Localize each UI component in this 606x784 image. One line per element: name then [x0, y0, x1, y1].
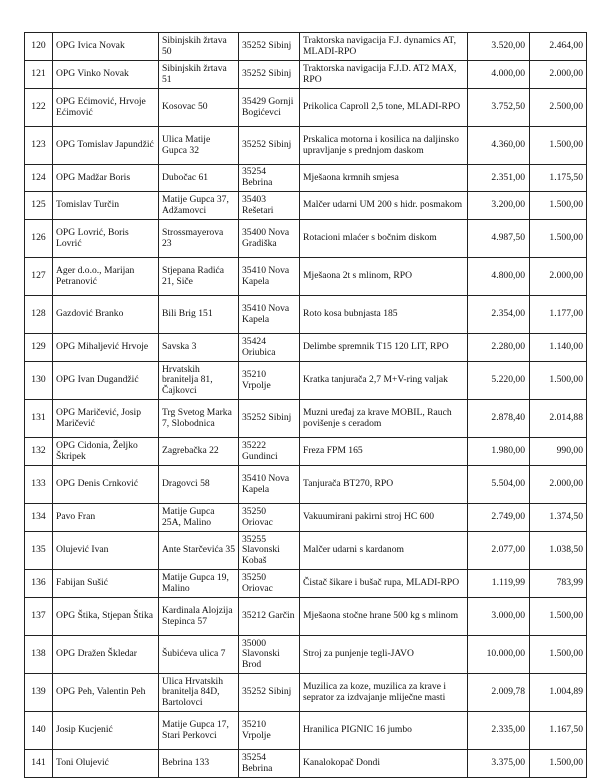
grant-amount-cell: 783,99 [530, 570, 587, 598]
investment-value-cell: 4.800,00 [468, 258, 530, 296]
applicant-name-cell: OPG Cidonia, Željko Škripek [53, 438, 159, 466]
equipment-cell: Malčer udarni UM 200 s hidr. posmakom [300, 192, 468, 220]
applicant-name-cell: OPG Ivica Novak [53, 33, 159, 61]
applicant-name-cell: OPG Tomislav Japundžić [53, 127, 159, 165]
postal-place-cell: 35252 Sibinj [239, 61, 300, 89]
address-cell: Bebrina 133 [159, 750, 239, 778]
investment-value-cell: 2.335,00 [468, 712, 530, 750]
row-number-cell: 131 [25, 400, 53, 438]
address-cell: Bili Brig 151 [159, 296, 239, 334]
postal-place-cell: 35424 Oriubica [239, 334, 300, 362]
investment-value-cell: 3.200,00 [468, 192, 530, 220]
postal-place-cell: 35410 Nova Kapela [239, 466, 300, 504]
table-row [25, 750, 587, 778]
postal-place-cell: 35252 Sibinj [239, 400, 300, 438]
investment-value-cell: 3.752,50 [468, 89, 530, 127]
grant-amount-cell: 990,00 [530, 438, 587, 466]
grant-amount-cell: 1.500,00 [530, 127, 587, 165]
table-row [25, 598, 587, 636]
table-row [25, 296, 587, 334]
row-number-cell: 139 [25, 674, 53, 712]
postal-place-cell: 35210 Vrpolje [239, 362, 300, 400]
equipment-cell: Malčer udarni s kardanom [300, 532, 468, 570]
table-row [25, 192, 587, 220]
postal-place-cell: 35252 Sibinj [239, 33, 300, 61]
postal-place-cell: 35250 Oriovac [239, 504, 300, 532]
address-cell: Zagrebačka 22 [159, 438, 239, 466]
equipment-cell: Traktorska navigacija F.J. dynamics AT, MLADI-RPO [300, 33, 468, 61]
postal-place-cell: 35403 Rešetari [239, 192, 300, 220]
applicant-name-cell: OPG Madžar Boris [53, 165, 159, 192]
equipment-cell: Mješaona stočne hrane 500 kg s mlinom [300, 598, 468, 636]
postal-place-cell: 35252 Sibinj [239, 674, 300, 712]
address-cell: Matije Gupca 25A, Malino [159, 504, 239, 532]
table-row [25, 532, 587, 570]
investment-value-cell: 2.749,00 [468, 504, 530, 532]
row-number-cell: 120 [25, 33, 53, 61]
table-row [25, 504, 587, 532]
postal-place-cell: 35254 Bebrina [239, 165, 300, 192]
grant-amount-cell: 2.000,00 [530, 466, 587, 504]
postal-place-cell: 35400 Nova Gradiška [239, 220, 300, 258]
equipment-cell: Roto kosa bubnjasta 185 [300, 296, 468, 334]
address-cell: Matije Gupca 19, Malino [159, 570, 239, 598]
equipment-cell: Vakuumirani pakirni stroj HC 600 [300, 504, 468, 532]
investment-value-cell: 2.351,00 [468, 165, 530, 192]
address-cell: Strossmayerova 23 [159, 220, 239, 258]
investment-value-cell: 4.000,00 [468, 61, 530, 89]
grant-amount-cell: 1.500,00 [530, 192, 587, 220]
address-cell: Stjepana Radića 21, Siče [159, 258, 239, 296]
equipment-cell: Kratka tanjurača 2,7 M+V-ring valjak [300, 362, 468, 400]
applicant-name-cell: OPG Maričević, Josip Maričević [53, 400, 159, 438]
grant-amount-cell: 2.500,00 [530, 89, 587, 127]
investment-value-cell: 3.520,00 [468, 33, 530, 61]
row-number-cell: 137 [25, 598, 53, 636]
row-number-cell: 130 [25, 362, 53, 400]
grant-amount-cell: 1.175,50 [530, 165, 587, 192]
investment-value-cell: 3.375,00 [468, 750, 530, 778]
row-number-cell: 126 [25, 220, 53, 258]
table-row [25, 258, 587, 296]
applicant-name-cell: Pavo Fran [53, 504, 159, 532]
row-number-cell: 122 [25, 89, 53, 127]
postal-place-cell: 35410 Nova Kapela [239, 296, 300, 334]
equipment-cell: Prskalica motorna i kosilica na daljinsko upravljanje s prednjom daskom [300, 127, 468, 165]
equipment-cell: Prikolica Caproll 2,5 tone, MLADI-RPO [300, 89, 468, 127]
row-number-cell: 135 [25, 532, 53, 570]
applicant-name-cell: OPG Mihaljević Hrvoje [53, 334, 159, 362]
investment-value-cell: 1.119,99 [468, 570, 530, 598]
postal-place-cell: 35222 Gundinci [239, 438, 300, 466]
row-number-cell: 134 [25, 504, 53, 532]
applicant-name-cell: OPG Peh, Valentin Peh [53, 674, 159, 712]
grant-amount-cell: 1.500,00 [530, 750, 587, 778]
row-number-cell: 125 [25, 192, 53, 220]
grant-amount-cell: 2.014,88 [530, 400, 587, 438]
address-cell: Ulica Hrvatskih branitelja 84D, Bartolovci [159, 674, 239, 712]
table-row [25, 220, 587, 258]
address-cell: Sibinjskih žrtava 50 [159, 33, 239, 61]
postal-place-cell: 35212 Garčin [239, 598, 300, 636]
row-number-cell: 133 [25, 466, 53, 504]
investment-value-cell: 3.000,00 [468, 598, 530, 636]
investment-value-cell: 2.280,00 [468, 334, 530, 362]
applicant-name-cell: Toni Olujević [53, 750, 159, 778]
grant-amount-cell: 1.177,00 [530, 296, 587, 334]
equipment-cell: Muzni uređaj za krave MOBIL, Rauch povišenje s ceradom [300, 400, 468, 438]
equipment-cell: Freza FPM 165 [300, 438, 468, 466]
table-row [25, 33, 587, 61]
postal-place-cell: 35210 Vrpolje [239, 712, 300, 750]
postal-place-cell: 35252 Sibinj [239, 127, 300, 165]
row-number-cell: 140 [25, 712, 53, 750]
postal-place-cell: 35255 Slavonski Kobaš [239, 532, 300, 570]
row-number-cell: 128 [25, 296, 53, 334]
row-number-cell: 127 [25, 258, 53, 296]
applicant-name-cell: Josip Kucjenić [53, 712, 159, 750]
equipment-cell: Kanalokopač Dondi [300, 750, 468, 778]
table-row [25, 362, 587, 400]
address-cell: Matije Gupca 17, Stari Perkovci [159, 712, 239, 750]
address-cell: Ulica Matije Gupca 32 [159, 127, 239, 165]
table-row [25, 334, 587, 362]
grant-amount-cell: 1.500,00 [530, 220, 587, 258]
grant-amount-cell: 2.464,00 [530, 33, 587, 61]
table-row [25, 165, 587, 192]
table-row [25, 674, 587, 712]
applicant-name-cell: OPG Lovrić, Boris Lovrić [53, 220, 159, 258]
row-number-cell: 129 [25, 334, 53, 362]
row-number-cell: 132 [25, 438, 53, 466]
equipment-cell: Mješaona 2t s mlinom, RPO [300, 258, 468, 296]
investment-value-cell: 4.360,00 [468, 127, 530, 165]
applicant-name-cell: Ager d.o.o., Marijan Petranović [53, 258, 159, 296]
document-page [24, 32, 586, 778]
address-cell: Kardinala Alojzija Stepinca 57 [159, 598, 239, 636]
investment-value-cell: 4.987,50 [468, 220, 530, 258]
equipment-cell: Traktorska navigacija F.J.D. AT2 MAX, RPO [300, 61, 468, 89]
grants-table-body [25, 33, 587, 778]
equipment-cell: Hranilica PIGNIC 16 jumbo [300, 712, 468, 750]
table-row [25, 636, 587, 674]
applicant-name-cell: OPG Ivan Dugandžić [53, 362, 159, 400]
address-cell: Matije Gupca 37, Adžamovci [159, 192, 239, 220]
address-cell: Trg Svetog Marka 7, Slobodnica [159, 400, 239, 438]
table-row [25, 438, 587, 466]
equipment-cell: Rotacioni mlaćer s bočnim diskom [300, 220, 468, 258]
grant-amount-cell: 1.374,50 [530, 504, 587, 532]
investment-value-cell: 2.009,78 [468, 674, 530, 712]
applicant-name-cell: OPG Vinko Novak [53, 61, 159, 89]
investment-value-cell: 5.504,00 [468, 466, 530, 504]
postal-place-cell: 35254 Bebrina [239, 750, 300, 778]
grant-amount-cell: 2.000,00 [530, 258, 587, 296]
grant-amount-cell: 1.500,00 [530, 362, 587, 400]
applicant-name-cell: OPG Dražen Škledar [53, 636, 159, 674]
row-number-cell: 124 [25, 165, 53, 192]
investment-value-cell: 5.220,00 [468, 362, 530, 400]
table-row [25, 570, 587, 598]
grant-amount-cell: 1.500,00 [530, 598, 587, 636]
applicant-name-cell: OPG Štika, Stjepan Štika [53, 598, 159, 636]
grant-amount-cell: 1.140,00 [530, 334, 587, 362]
table-row [25, 466, 587, 504]
address-cell: Savska 3 [159, 334, 239, 362]
investment-value-cell: 2.354,00 [468, 296, 530, 334]
address-cell: Sibinjskih žrtava 51 [159, 61, 239, 89]
table-row [25, 61, 587, 89]
table-row [25, 712, 587, 750]
table-row [25, 89, 587, 127]
grant-amount-cell: 1.038,50 [530, 532, 587, 570]
row-number-cell: 136 [25, 570, 53, 598]
applicant-name-cell: Gazdović Branko [53, 296, 159, 334]
grant-amount-cell: 2.000,00 [530, 61, 587, 89]
investment-value-cell: 10.000,00 [468, 636, 530, 674]
row-number-cell: 123 [25, 127, 53, 165]
grant-amount-cell: 1.167,50 [530, 712, 587, 750]
investment-value-cell: 1.980,00 [468, 438, 530, 466]
postal-place-cell: 35410 Nova Kapela [239, 258, 300, 296]
row-number-cell: 141 [25, 750, 53, 778]
postal-place-cell: 35250 Oriovac [239, 570, 300, 598]
postal-place-cell: 35000 Slavonski Brod [239, 636, 300, 674]
grants-table [24, 32, 587, 778]
address-cell: Ante Starčevića 35 [159, 532, 239, 570]
address-cell: Dubočac 61 [159, 165, 239, 192]
table-row [25, 400, 587, 438]
grant-amount-cell: 1.500,00 [530, 636, 587, 674]
grant-amount-cell: 1.004,89 [530, 674, 587, 712]
equipment-cell: Delimbe spremnik T15 120 LIT, RPO [300, 334, 468, 362]
address-cell: Dragovci 58 [159, 466, 239, 504]
postal-place-cell: 35429 Gornji Bogićevci [239, 89, 300, 127]
equipment-cell: Čistač šikare i bušač rupa, MLADI-RPO [300, 570, 468, 598]
applicant-name-cell: Olujević Ivan [53, 532, 159, 570]
investment-value-cell: 2.878,40 [468, 400, 530, 438]
row-number-cell: 121 [25, 61, 53, 89]
applicant-name-cell: OPG Denis Crnković [53, 466, 159, 504]
table-row [25, 127, 587, 165]
equipment-cell: Tanjurača BT270, RPO [300, 466, 468, 504]
applicant-name-cell: Fabijan Sušić [53, 570, 159, 598]
address-cell: Šubićeva ulica 7 [159, 636, 239, 674]
applicant-name-cell: Tomislav Turčin [53, 192, 159, 220]
investment-value-cell: 2.077,00 [468, 532, 530, 570]
equipment-cell: Stroj za punjenje tegli-JAVO [300, 636, 468, 674]
equipment-cell: Mješaona krmnih smjesa [300, 165, 468, 192]
address-cell: Hrvatskih branitelja 81, Čajkovci [159, 362, 239, 400]
equipment-cell: Muzilica za koze, muzilica za krave i seprator za izdvajanje mliječne masti [300, 674, 468, 712]
applicant-name-cell: OPG Ećimović, Hrvoje Ećimović [53, 89, 159, 127]
address-cell: Kosovac 50 [159, 89, 239, 127]
row-number-cell: 138 [25, 636, 53, 674]
